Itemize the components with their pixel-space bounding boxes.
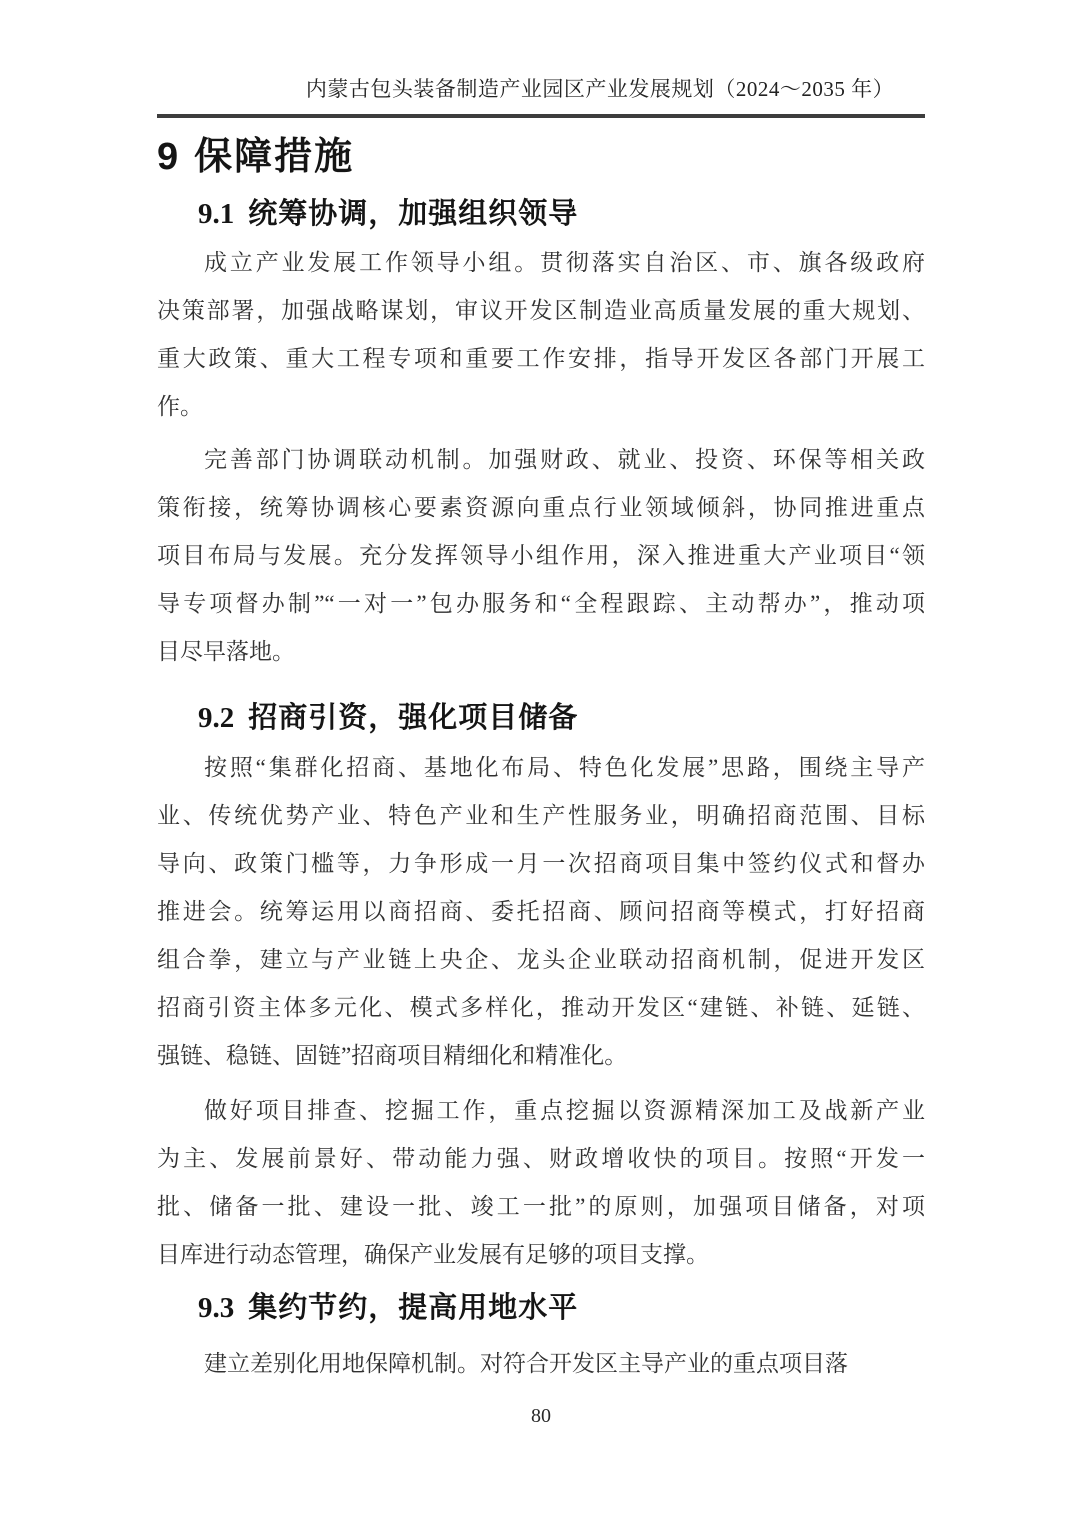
body-line: 招商引资主体多元化、模式多样化，推动开发区“建链、补链、延链、	[157, 995, 925, 1020]
section-number: 9.2	[198, 702, 235, 734]
page-content	[157, 0, 925, 1428]
section-heading-9-1	[157, 196, 925, 232]
body-line: 导专项督办制”“一对一”包办服务和“全程跟踪、主动帮办”，推动项	[157, 591, 925, 616]
section-number: 9.1	[198, 198, 235, 230]
section-title: 集约节约，提高用地水平	[248, 1292, 579, 1324]
body-line: 项目布局与发展。充分发挥领导小组作用，深入推进重大产业项目“领	[157, 543, 925, 568]
body-line: 按照“集群化招商、基地化布局、特色化发展”思路，围绕主导产	[204, 755, 925, 780]
chapter-heading	[157, 134, 925, 180]
paragraph	[157, 1087, 925, 1279]
body-line: 业、传统优势产业、特色产业和生产性服务业，明确招商范围、目标	[157, 803, 925, 828]
body-line: 推进会。统筹运用以商招商、委托招商、顾问招商等模式，打好招商	[157, 899, 925, 924]
chapter-title: 保障措施	[194, 136, 355, 178]
body-line: 强链、稳链、固链”招商项目精细化和精准化。	[157, 1043, 628, 1068]
body-line: 决策部署，加强战略谋划，审议开发区制造业高质量发展的重大规划、	[157, 298, 925, 323]
page-number: 80	[531, 1405, 551, 1427]
section-heading-9-3	[157, 1290, 925, 1326]
header-rule	[157, 114, 925, 118]
body-line: 目库进行动态管理，确保产业发展有足够的项目支撑。	[157, 1242, 709, 1267]
section-title: 招商引资，强化项目储备	[248, 702, 579, 734]
section-title: 统筹协调，加强组织领导	[248, 198, 579, 230]
body-line: 作。	[157, 394, 203, 419]
body-line: 为主、发展前景好、带动能力强、财政增收快的项目。按照“开发一	[157, 1146, 925, 1171]
body-line: 批、储备一批、建设一批、竣工一批”的原则，加强项目储备，对项	[157, 1194, 925, 1219]
section-heading-9-2	[157, 700, 925, 736]
chapter-number: 9	[157, 136, 179, 178]
body-line: 重大政策、重大工程专项和重要工作安排，指导开发区各部门开展工	[157, 346, 925, 371]
body-line: 导向、政策门槛等，力争形成一月一次招商项目集中签约仪式和督办	[157, 851, 925, 876]
paragraph	[157, 744, 925, 1080]
document-header-title: 内蒙古包头装备制造产业园区产业发展规划（2024～2035 年）	[305, 77, 895, 101]
body-line: 做好项目排查、挖掘工作，重点挖掘以资源精深加工及战新产业	[204, 1098, 925, 1123]
body-line: 策衔接，统筹协调核心要素资源向重点行业领域倾斜，协同推进重点	[157, 495, 925, 520]
body-line: 组合拳，建立与产业链上央企、龙头企业联动招商机制，促进开发区	[157, 947, 925, 972]
section-number: 9.3	[198, 1292, 235, 1324]
paragraph	[157, 436, 925, 676]
paragraph	[157, 1340, 925, 1388]
body-line: 完善部门协调联动机制。加强财政、就业、投资、环保等相关政	[204, 447, 925, 472]
body-line: 建立差别化用地保障机制。对符合开发区主导产业的重点项目落	[204, 1351, 848, 1376]
body-line: 成立产业发展工作领导小组。贯彻落实自治区、市、旗各级政府	[204, 250, 925, 275]
body-line: 目尽早落地。	[157, 639, 295, 664]
paragraph	[157, 239, 925, 431]
